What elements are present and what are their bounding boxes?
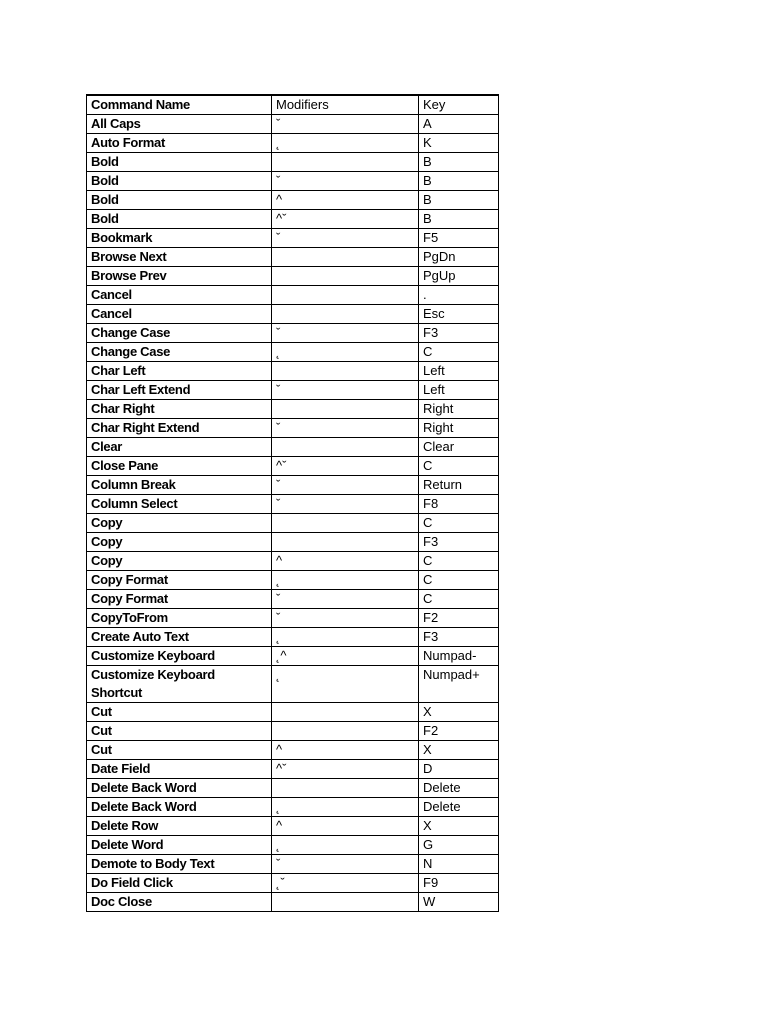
command-cell: Bold	[87, 210, 272, 229]
command-cell: Delete Back Word	[87, 779, 272, 798]
key-cell: F3	[419, 324, 499, 343]
command-cell: Change Case	[87, 324, 272, 343]
table-row	[87, 590, 499, 609]
key-cell: C	[419, 457, 499, 476]
command-cell: Copy	[87, 514, 272, 533]
table-row	[87, 722, 499, 741]
command-cell: Copy Format	[87, 590, 272, 609]
table-row	[87, 343, 499, 362]
modifiers-cell	[272, 438, 419, 457]
key-cell: F3	[419, 533, 499, 552]
table-row	[87, 115, 499, 134]
table-row	[87, 533, 499, 552]
command-cell: Browse Prev	[87, 267, 272, 286]
command-cell: Cut	[87, 741, 272, 760]
table-row	[87, 267, 499, 286]
command-cell: Bold	[87, 191, 272, 210]
key-cell: X	[419, 741, 499, 760]
key-cell: D	[419, 760, 499, 779]
modifiers-cell	[272, 286, 419, 305]
modifiers-cell: ˇ	[272, 419, 419, 438]
table-row	[87, 741, 499, 760]
modifiers-cell: ˇ	[272, 172, 419, 191]
modifiers-cell: ˇ	[272, 324, 419, 343]
table-row	[87, 855, 499, 874]
table-row	[87, 476, 499, 495]
key-cell: .	[419, 286, 499, 305]
key-cell: F9	[419, 874, 499, 893]
key-cell: C	[419, 552, 499, 571]
command-cell: Doc Close	[87, 893, 272, 912]
table-row	[87, 362, 499, 381]
command-cell: Copy	[87, 552, 272, 571]
table-row	[87, 703, 499, 722]
modifiers-cell: ^	[272, 552, 419, 571]
command-cell: Char Left Extend	[87, 381, 272, 400]
table-row	[87, 647, 499, 666]
modifiers-cell: ˇ	[272, 476, 419, 495]
table-row	[87, 514, 499, 533]
header-command-name: Command Name	[87, 95, 272, 115]
key-cell: C	[419, 571, 499, 590]
modifiers-cell: ˛	[272, 666, 419, 703]
modifiers-cell: ˇ	[272, 855, 419, 874]
table-row	[87, 381, 499, 400]
key-cell: F3	[419, 628, 499, 647]
key-cell: F2	[419, 722, 499, 741]
key-cell: W	[419, 893, 499, 912]
table-row	[87, 400, 499, 419]
command-cell: Delete Row	[87, 817, 272, 836]
command-cell: Change Case	[87, 343, 272, 362]
modifiers-cell: ˛	[272, 798, 419, 817]
key-cell: B	[419, 153, 499, 172]
modifiers-cell	[272, 703, 419, 722]
table-row	[87, 191, 499, 210]
table-row	[87, 286, 499, 305]
command-cell: Delete Back Word	[87, 798, 272, 817]
table-row	[87, 248, 499, 267]
key-cell: C	[419, 343, 499, 362]
key-cell: C	[419, 590, 499, 609]
command-cell: Char Right	[87, 400, 272, 419]
modifiers-cell: ˛	[272, 571, 419, 590]
key-cell: F2	[419, 609, 499, 628]
modifiers-cell: ^ˇ	[272, 457, 419, 476]
command-cell: Auto Format	[87, 134, 272, 153]
command-cell: Column Break	[87, 476, 272, 495]
key-cell: Delete	[419, 779, 499, 798]
table-row	[87, 134, 499, 153]
command-cell: All Caps	[87, 115, 272, 134]
key-cell: X	[419, 703, 499, 722]
command-cell: Delete Word	[87, 836, 272, 855]
table-row	[87, 210, 499, 229]
table-row	[87, 552, 499, 571]
modifiers-cell: ˛	[272, 134, 419, 153]
key-cell: Right	[419, 400, 499, 419]
modifiers-cell: ˛	[272, 343, 419, 362]
key-cell: B	[419, 210, 499, 229]
key-cell: A	[419, 115, 499, 134]
table-row	[87, 153, 499, 172]
key-cell: N	[419, 855, 499, 874]
key-cell: Esc	[419, 305, 499, 324]
modifiers-cell: ^	[272, 817, 419, 836]
command-cell: Create Auto Text	[87, 628, 272, 647]
command-cell: Bold	[87, 172, 272, 191]
modifiers-cell: ^ˇ	[272, 210, 419, 229]
key-cell: Left	[419, 381, 499, 400]
command-cell: Do Field Click	[87, 874, 272, 893]
modifiers-cell: ˇ	[272, 609, 419, 628]
key-cell: Return	[419, 476, 499, 495]
command-cell: Cancel	[87, 305, 272, 324]
table-row	[87, 229, 499, 248]
modifiers-cell	[272, 514, 419, 533]
table-row	[87, 874, 499, 893]
command-cell: Clear	[87, 438, 272, 457]
command-cell: Cut	[87, 703, 272, 722]
table-row	[87, 628, 499, 647]
table-row	[87, 495, 499, 514]
key-cell: C	[419, 514, 499, 533]
table-row	[87, 571, 499, 590]
modifiers-cell: ^	[272, 741, 419, 760]
key-cell: PgDn	[419, 248, 499, 267]
table-row	[87, 666, 499, 703]
modifiers-cell: ˛	[272, 628, 419, 647]
modifiers-cell	[272, 893, 419, 912]
modifiers-cell: ˇ	[272, 229, 419, 248]
modifiers-cell	[272, 400, 419, 419]
key-cell: Numpad+	[419, 666, 499, 703]
command-cell: Column Select	[87, 495, 272, 514]
command-cell: CopyToFrom	[87, 609, 272, 628]
key-cell: Numpad-	[419, 647, 499, 666]
modifiers-cell: ˛ˇ	[272, 874, 419, 893]
command-cell: Cancel	[87, 286, 272, 305]
command-cell: Customize Keyboard	[87, 647, 272, 666]
modifiers-cell: ^	[272, 191, 419, 210]
key-cell: B	[419, 191, 499, 210]
table-row	[87, 438, 499, 457]
shortcut-table	[86, 94, 499, 912]
modifiers-cell: ˇ	[272, 495, 419, 514]
table-row	[87, 419, 499, 438]
modifiers-cell: ˛	[272, 836, 419, 855]
modifiers-cell: ˛^	[272, 647, 419, 666]
table-row	[87, 305, 499, 324]
command-cell: Demote to Body Text	[87, 855, 272, 874]
header-key: Key	[419, 95, 499, 115]
table-row	[87, 817, 499, 836]
table-row	[87, 457, 499, 476]
modifiers-cell	[272, 779, 419, 798]
table-row	[87, 836, 499, 855]
table-row	[87, 779, 499, 798]
modifiers-cell	[272, 362, 419, 381]
key-cell: Left	[419, 362, 499, 381]
table-row	[87, 798, 499, 817]
command-cell: Browse Next	[87, 248, 272, 267]
table-row	[87, 172, 499, 191]
modifiers-cell	[272, 267, 419, 286]
header-modifiers: Modifiers	[272, 95, 419, 115]
table-row	[87, 893, 499, 912]
modifiers-cell: ^ˇ	[272, 760, 419, 779]
key-cell: X	[419, 817, 499, 836]
command-cell: Copy Format	[87, 571, 272, 590]
modifiers-cell	[272, 722, 419, 741]
key-cell: G	[419, 836, 499, 855]
key-cell: K	[419, 134, 499, 153]
table-row	[87, 760, 499, 779]
key-cell: PgUp	[419, 267, 499, 286]
command-cell: Bookmark	[87, 229, 272, 248]
table-header-row	[87, 95, 499, 115]
command-cell: Bold	[87, 153, 272, 172]
key-cell: B	[419, 172, 499, 191]
modifiers-cell: ˇ	[272, 381, 419, 400]
command-cell: Cut	[87, 722, 272, 741]
modifiers-cell: ˇ	[272, 115, 419, 134]
modifiers-cell: ˇ	[272, 590, 419, 609]
key-cell: Right	[419, 419, 499, 438]
table-row	[87, 324, 499, 343]
command-cell: Char Right Extend	[87, 419, 272, 438]
modifiers-cell	[272, 305, 419, 324]
command-cell: Customize Keyboard Shortcut	[87, 666, 272, 703]
command-cell: Close Pane	[87, 457, 272, 476]
key-cell: Clear	[419, 438, 499, 457]
command-cell: Char Left	[87, 362, 272, 381]
command-cell: Date Field	[87, 760, 272, 779]
key-cell: Delete	[419, 798, 499, 817]
table-row	[87, 609, 499, 628]
modifiers-cell	[272, 533, 419, 552]
key-cell: F5	[419, 229, 499, 248]
key-cell: F8	[419, 495, 499, 514]
modifiers-cell	[272, 153, 419, 172]
command-cell: Copy	[87, 533, 272, 552]
modifiers-cell	[272, 248, 419, 267]
